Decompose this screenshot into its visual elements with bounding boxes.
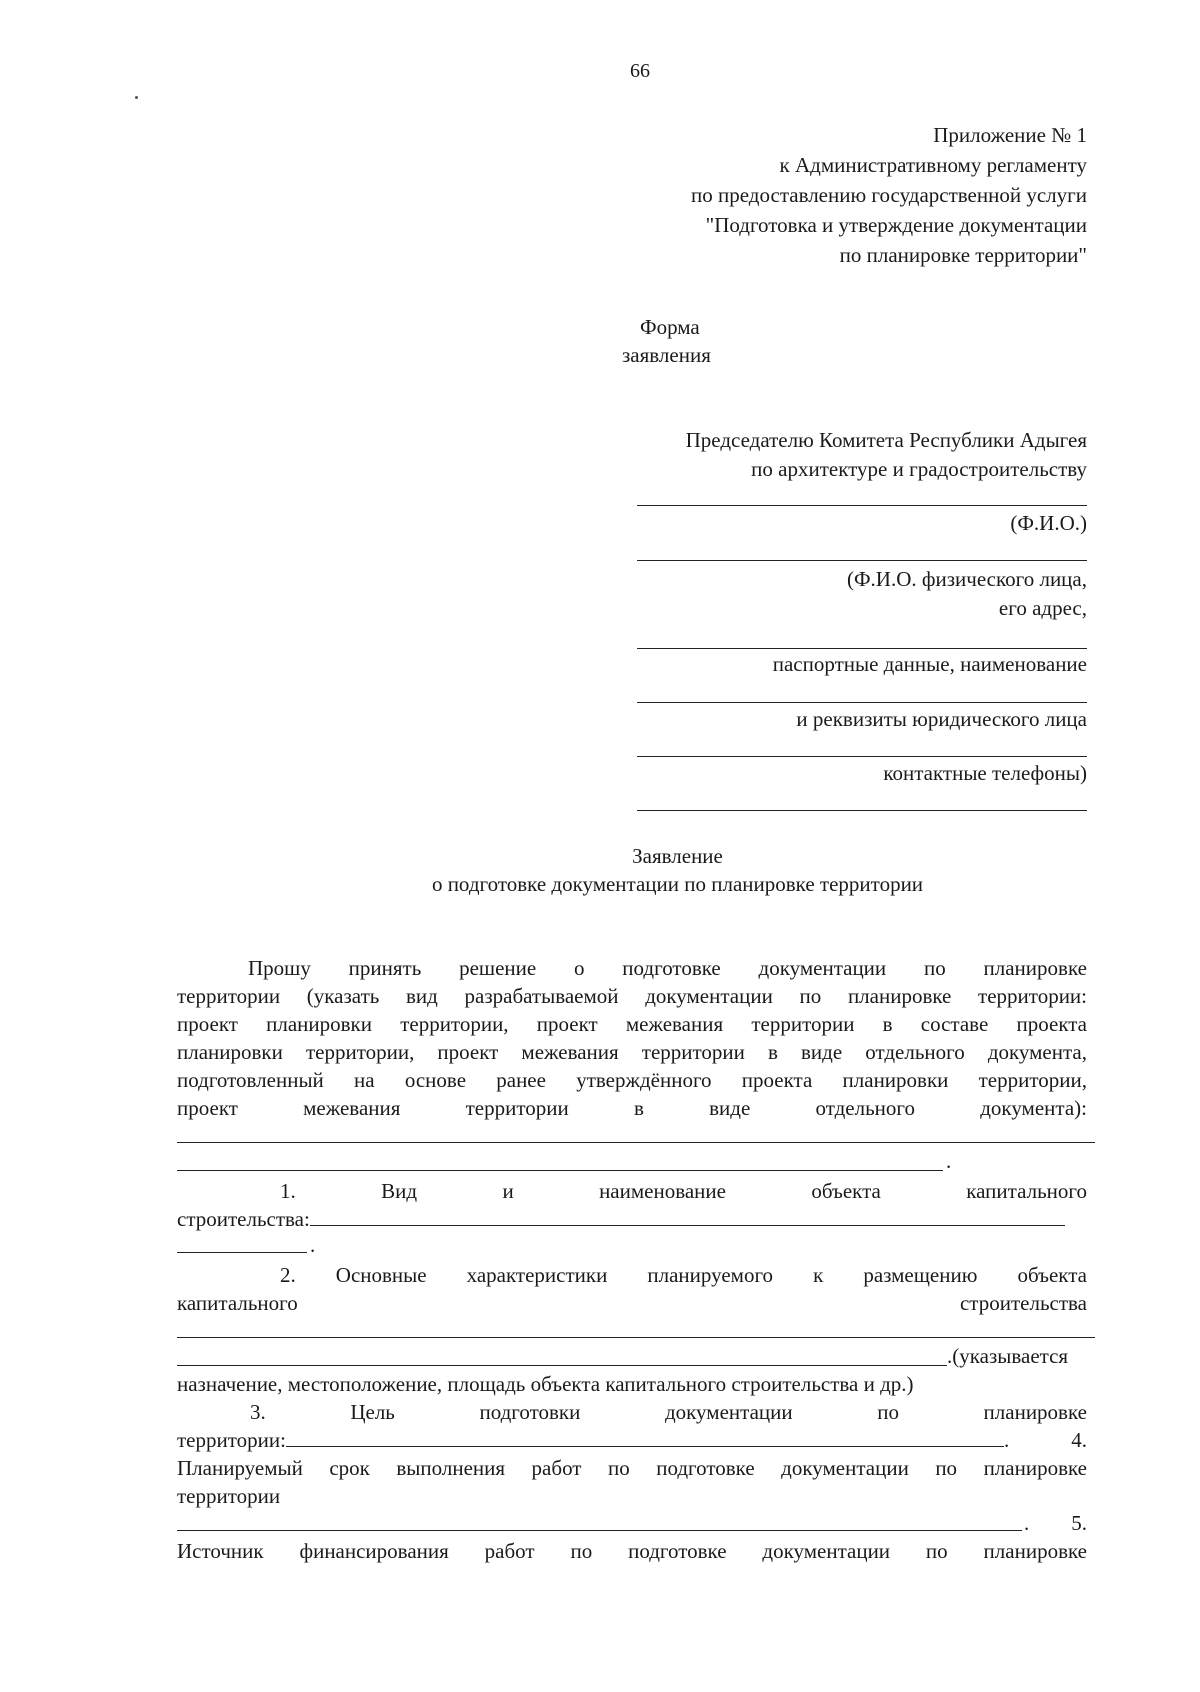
phones-blank[interactable]: [637, 810, 1087, 811]
passport-blank[interactable]: [637, 702, 1087, 703]
p1-word: о: [573, 956, 585, 980]
purpose-blank[interactable]: [286, 1428, 1004, 1447]
item-2-line-5: назначение, местоположение, площадь объекта капитального строительства и др.): [177, 1372, 914, 1396]
applicant-caption-1: (Ф.И.О. физического лица,: [846, 567, 1087, 591]
item-3-word: Цель: [350, 1400, 395, 1424]
item-2-word: планируемого: [647, 1263, 774, 1287]
statement-subtitle: о подготовке документации по планировке территории: [431, 872, 924, 896]
item-3-word: подготовки: [479, 1400, 581, 1424]
item-2-line-2: [177, 1290, 1087, 1317]
object-name-blank-2[interactable]: [177, 1252, 307, 1253]
form-label-1: Форма: [640, 315, 700, 339]
p1-line-1: [248, 955, 1087, 982]
appendix-line-2: к Административному регламенту: [779, 153, 1087, 177]
item-1-line-2: [177, 1206, 1065, 1233]
doc-type-blank-2[interactable]: [177, 1170, 943, 1171]
appendix-line-5: по планировке территории": [839, 243, 1087, 267]
item-2-word: размещению: [863, 1263, 978, 1287]
item-1-period: .: [310, 1233, 316, 1257]
applicant-blank[interactable]: [637, 560, 1087, 561]
fio-blank[interactable]: [637, 505, 1087, 506]
item-2-note: .(указывается: [947, 1344, 1069, 1368]
p1-line-6: [177, 1095, 1087, 1122]
p1-word: планировке: [983, 956, 1087, 980]
item-1-word: Вид: [381, 1179, 418, 1203]
item-1-label: строительства:: [177, 1207, 310, 1231]
doc-type-period: .: [946, 1149, 952, 1173]
p1-word: документации: [758, 956, 887, 980]
schedule-blank[interactable]: [177, 1530, 1022, 1531]
appendix-line-4: "Подготовка и утверждение документации: [705, 213, 1087, 237]
item-3-line-1: [250, 1399, 1087, 1426]
item-3-line-2: [177, 1427, 1009, 1454]
item-3-period: .: [1003, 1428, 1010, 1452]
item-2-word: строительства: [959, 1291, 1087, 1315]
item-1-word: капитального: [966, 1179, 1087, 1203]
phones-caption: контактные телефоны): [883, 761, 1087, 785]
appendix-line-1: Приложение № 1: [933, 123, 1087, 147]
item-3-word: планировке: [983, 1400, 1087, 1424]
item-4-line-1: Планируемый срок выполнения работ по подготовке документации по планировке: [177, 1456, 1087, 1480]
p1-line-3: проект планировки территории, проект межевания территории в составе проекта: [177, 1012, 1087, 1036]
addressee-block: [387, 426, 1087, 484]
p1-line-4: планировки территории, проект межевания территории в виде отдельного документа,: [177, 1040, 1087, 1064]
item-1-word: 1.: [280, 1179, 296, 1203]
address-blank[interactable]: [637, 648, 1087, 649]
scan-speck: [135, 96, 138, 99]
addressee-line-1: Председателю Комитета Республики Адыгея: [685, 428, 1087, 452]
p1-word: Прошу: [248, 956, 311, 980]
characteristics-blank-1[interactable]: [177, 1337, 1095, 1338]
p1-word: проект: [177, 1096, 238, 1120]
item-2-word: Основные: [335, 1263, 427, 1287]
item-3-word: документации: [664, 1400, 793, 1424]
item-4-period: .: [1024, 1511, 1030, 1535]
p1-word: по: [923, 956, 946, 980]
item-4-number: 4.: [1071, 1428, 1087, 1452]
p1-line-5: подготовленный на основе ранее утверждённого проекта планировки территории,: [177, 1068, 1087, 1092]
p1-word: документа):: [980, 1096, 1087, 1120]
p1-word: межевания: [303, 1096, 401, 1120]
appendix-line-3: по предоставлению государственной услуги: [691, 183, 1087, 207]
page-number: 66: [630, 60, 650, 82]
p1-word: виде: [709, 1096, 751, 1120]
item-3-label: территории:: [177, 1428, 286, 1452]
item-5-line-1: Источник финансирования работ по подготовке документации по планировке: [177, 1539, 1087, 1563]
p1-word: в: [633, 1096, 644, 1120]
applicant-caption-2: его адрес,: [998, 596, 1087, 620]
item-1-word: объекта: [811, 1179, 881, 1203]
statement-title: Заявление: [632, 844, 723, 868]
addressee-line-2: по архитектуре и градостроительству: [751, 457, 1087, 481]
item-2-word: капитального: [177, 1291, 298, 1315]
item-2-line-1: [280, 1262, 1087, 1289]
p1-word: подготовке: [622, 956, 721, 980]
item-3-word: по: [877, 1400, 899, 1424]
p1-word: отдельного: [815, 1096, 916, 1120]
requisites-caption: и реквизиты юридического лица: [796, 707, 1087, 731]
passport-caption: паспортные данные, наименование: [772, 652, 1087, 676]
doc-type-blank-1[interactable]: [177, 1142, 1095, 1143]
applicant-caption: [847, 565, 1087, 623]
appendix-block: [387, 120, 1087, 270]
item-1-word: и: [502, 1179, 514, 1203]
fio-caption: (Ф.И.О.): [1010, 511, 1087, 535]
item-2-word: к: [813, 1263, 824, 1287]
item-4-line-2: территории: [177, 1484, 281, 1508]
p1-line-2: территории (указать вид разрабатываемой документации по планировке территории:: [177, 984, 1087, 1008]
item-2-word: 2.: [280, 1263, 296, 1287]
item-2-word: объекта: [1017, 1263, 1087, 1287]
item-1-word: наименование: [599, 1179, 726, 1203]
item-5-number: 5.: [1071, 1511, 1087, 1535]
item-2-word: характеристики: [466, 1263, 608, 1287]
characteristics-blank-2[interactable]: [177, 1365, 947, 1366]
item-3-word: 3.: [250, 1400, 266, 1424]
object-name-blank[interactable]: [310, 1207, 1065, 1226]
requisites-blank[interactable]: [637, 756, 1087, 757]
p1-word: территории: [465, 1096, 569, 1120]
p1-word: принять: [348, 956, 422, 980]
p1-word: решение: [459, 956, 537, 980]
item-1-line-1: [280, 1178, 1087, 1205]
form-label-2: заявления: [622, 343, 711, 367]
